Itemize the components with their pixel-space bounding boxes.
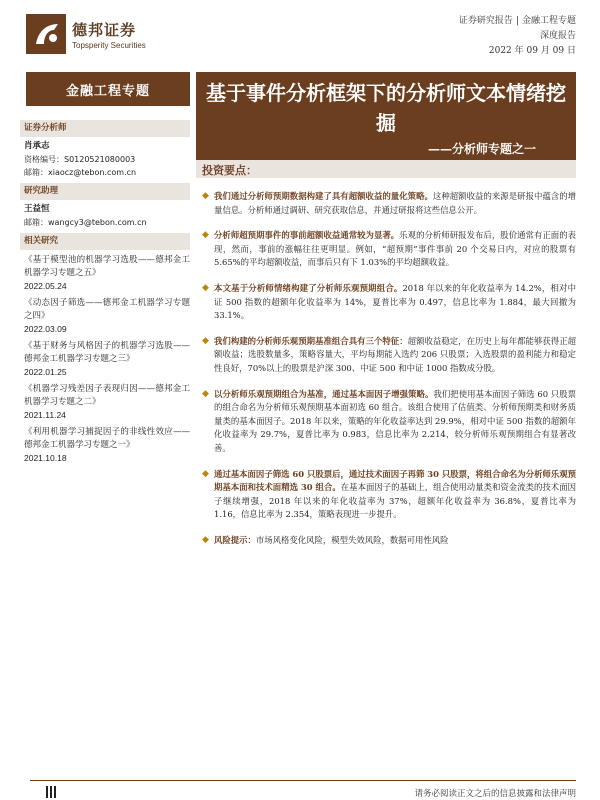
analyst-email[interactable]: 邮箱：xiaocz@tebon.com.cn — [24, 168, 137, 177]
bullet-icon: ◆ — [202, 230, 209, 241]
report-section: 金融工程专题 — [521, 16, 576, 26]
assistant-name: 王益恒 — [24, 204, 50, 214]
related-title: 《机器学习残差因子表现归因——德邦金工机器学习专题之二》 — [24, 384, 190, 407]
brand-logo — [26, 14, 146, 54]
related-item[interactable] — [20, 254, 190, 293]
assistant-email[interactable]: 邮箱：wangcy3@tebon.com.cn — [24, 218, 147, 227]
point-lead: 以分析师乐观预期组合为基准，通过基本面因子增强策略。 — [214, 388, 434, 399]
bullet-icon: ◆ — [202, 191, 209, 201]
related-date: 2022.01.25 — [24, 367, 67, 377]
brand-mark-icon — [26, 14, 66, 54]
footer-divider — [30, 780, 576, 781]
point-lead: 我们构建的分析师乐观预期基准组合具有三个特征： — [214, 335, 408, 346]
point-lead: 我们通过分析师预期数据构建了具有超额收益的量化策略。 — [214, 191, 433, 201]
analyst-cert: 资格编号：S0120521080003 — [24, 155, 136, 164]
bullet-icon: ◆ — [202, 388, 209, 399]
related-title: 《利用机器学习捕捉因子的非线性效应——德邦金工机器学习专题之一》 — [24, 427, 190, 450]
point-body: 这种超额收益的来源是研报中蕴含的增量信息。分析师通过调研、研究获取信息，并通过研报将这些信息公开。 — [214, 191, 577, 215]
key-point — [200, 335, 576, 376]
point-body: 我们把使用基本面因子筛选 60 只股票的组合命名为分析师乐观预期基本面初选 60 组合。该组合使用了估值类、分析师预期类和财务质量类的基本面因子。2018 年以来，策略的年化收益率达到 29.9%，相对中证 500 指数的超额年化收益率为 29.7%，夏普比率为 0.983，信息比率为 2.214，较分析师乐观预期组合有显著改善。 — [214, 388, 577, 453]
key-points — [200, 190, 576, 559]
analyst-name: 肖承志 — [24, 141, 50, 151]
section-banner: 金融工程专题 — [26, 72, 190, 106]
related-item[interactable] — [20, 340, 190, 379]
related-heading: 相关研究 — [20, 233, 190, 250]
risk-note — [200, 534, 576, 548]
key-point — [200, 190, 576, 217]
invest-heading: 投资要点： — [196, 160, 576, 178]
related-title: 《基于模型池的机器学习选股——德邦金工机器学习专题之五》 — [24, 255, 190, 278]
point-body: 乐观的分析师研报发布后，股价通常有正面的表现，然而，事前的涨幅往往更明显。例如，“超预期”事件事前 20 个交易日内，对应的股票有 5.65%的平均超额收益，而事后只有下 1.03%的平均超额收益。 — [214, 230, 577, 268]
key-point — [200, 468, 576, 522]
bullet-icon: ◆ — [202, 335, 209, 346]
related-date: 2022.03.09 — [24, 324, 67, 334]
point-lead: 分析师超预期事件的事前超额收益通常较为显著。 — [214, 230, 400, 241]
bullet-icon: ◆ — [202, 282, 209, 293]
point-lead: 通过基本面因子筛选 60 只股票后，通过技术面因子再筛 30 只股票，将组合命名为分析师乐观预期基本面和技术面精选 30 组合。 — [214, 468, 576, 493]
page-title: 基于事件分析框架下的分析师文本情绪挖掘 — [206, 81, 566, 135]
related-item[interactable] — [20, 297, 190, 336]
related-title: 《基于财务与风格因子的机器学习选股——德邦金工机器学习专题之三》 — [24, 341, 190, 364]
assistant-heading: 研究助理 — [20, 183, 190, 200]
key-point — [200, 229, 576, 270]
related-item[interactable] — [20, 426, 190, 465]
bullet-icon: ◆ — [202, 534, 209, 545]
sidebar — [20, 116, 190, 465]
related-title: 《动态因子筛选——德邦金工机器学习专题之四》 — [24, 298, 190, 321]
report-type: 深度报告 — [539, 31, 576, 41]
related-date: 2022.05.24 — [24, 281, 67, 291]
bullet-icon: ◆ — [202, 468, 209, 479]
analyst-heading: 证券分析师 — [20, 120, 190, 137]
related-date: 2021.10.18 — [24, 453, 67, 463]
footer-disclaimer: 请务必阅读正文之后的信息披露和法律声明 — [414, 789, 576, 799]
page-subtitle: ——分析师专题之一 — [427, 142, 536, 156]
brand-name-en: Topsperity Securities — [72, 40, 146, 50]
point-body: 市场风格变化风险，模型失效风险，数据可用性风险 — [255, 534, 449, 545]
point-body: 在基本面因子的基础上，组合使用动量类和资金流类的技术面因子继续增强，2018 年以来的年化收益率为 37%，超额年化收益率为 36.8%，夏普比率为 1.16，信息比率为 2.354，策略表现进一步提升。 — [214, 482, 576, 520]
brand-name-cn: 德邦证券 — [72, 20, 137, 39]
related-item[interactable] — [20, 383, 190, 422]
key-point — [200, 282, 576, 323]
related-date: 2021.11.24 — [24, 410, 66, 420]
qr-code-icon — [46, 786, 58, 798]
key-point — [200, 388, 576, 456]
report-category: 证券研究报告 — [458, 16, 513, 26]
point-lead: 本文基于分析师情绪构建了分析师乐观预期组合。 — [214, 282, 403, 293]
point-body: 2018 年以来的年化收益率为 14.2%，相对中证 500 指数的超额年化收益率为 14%，夏普比率为 0.497，信息比率为 1.884，最大回撤为 33.1%。 — [214, 282, 576, 321]
point-body: 超额收益稳定，在历史上每年都能够获得正超额收益；选股数量多，策略容量大，平均每期能入选约 206 只股票；入选股票的盈利能力和稳定性良好，70%以上的股票是沪深 300、中证 500 和中证 1000 指数成分股。 — [214, 335, 577, 373]
report-meta: 证券研究报告 | 金融工程专题 深度报告 2022 年 09 月 09 日 — [459, 14, 576, 59]
report-date: 2022 年 09 月 09 日 — [488, 46, 576, 56]
point-lead: 风险提示： — [214, 534, 256, 545]
